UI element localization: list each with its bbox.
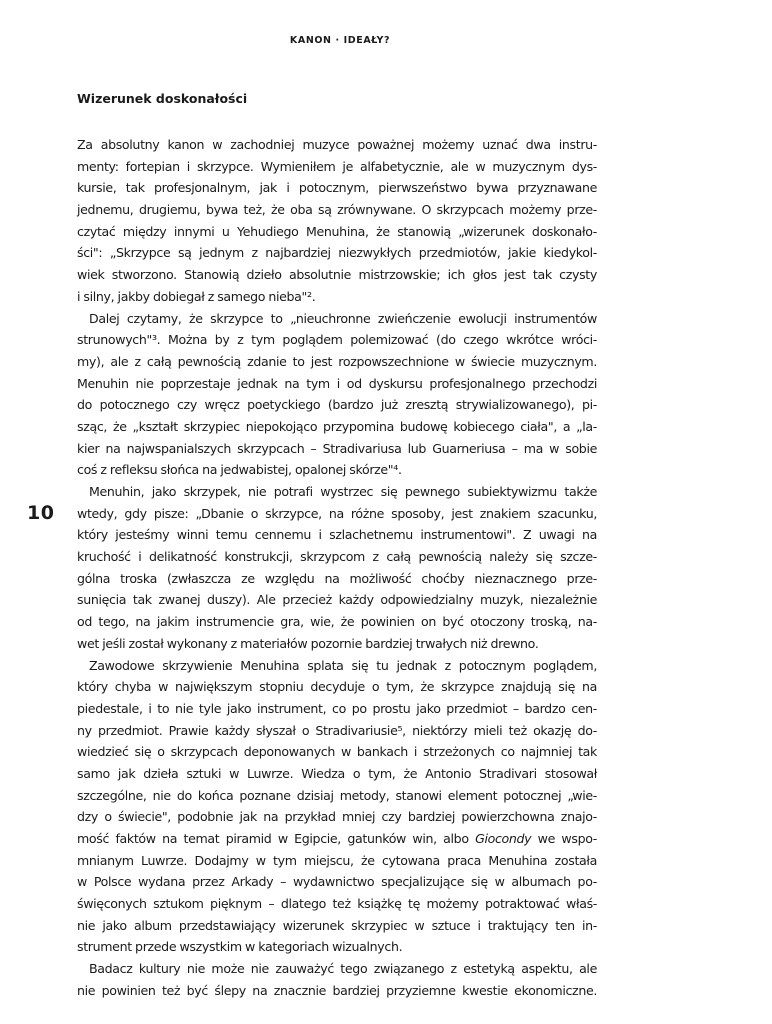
body-text: [77, 134, 597, 1002]
text-line: i silny, jakby dobiegał z samego nieba"².: [77, 288, 316, 304]
text-line: ny przedmiot. Prawie każdy słyszał o Stradivariusie⁵, niektórzy mieli też okazję do-: [77, 722, 597, 738]
text-line: w Polsce wydana przez Arkady – wydawnictwo specjalizujące się w albumach po-: [77, 874, 597, 890]
text-line: sunięcia tak zwanej duszy). Ale przecież każdy odpowiedzialny muzyk, niezależnie: [77, 592, 597, 608]
text-line: wtedy, gdy pisze: „Dbanie o skrzypce, na różne sposoby, jest znakiem szacunku,: [77, 505, 597, 521]
text-line: mnianym Luwrze. Dodajmy w tym miejscu, że cytowana praca Menuhina została: [77, 852, 597, 868]
text-line: wiedzieć się o skrzypcach deponowanych w bankach i strzeżonych co najmniej tak: [77, 744, 597, 760]
text-line: Za absolutny kanon w zachodniej muzyce poważnej możemy uznać dwa instru-: [77, 137, 597, 152]
text-line: wet jeśli został wykonany z materiałów pozornie bardziej trwałych niż drewno.: [77, 635, 539, 651]
text-line: Menuhin nie poprzestaje jednak na tym i od dyskursu profesjonalnego przechodzi: [77, 375, 597, 391]
text-line: sząc, że „kształt skrzypiec niepokojąco przypomina budowę kobiecego ciała", a „la-: [77, 418, 597, 434]
text-line: od tego, na jakim instrumencie gra, wie, że powinien on być otoczony troską, na-: [77, 614, 597, 630]
text-line: gólna troska (zwłaszcza ze względu na możliwość choćby nieznacznego prze-: [77, 570, 597, 586]
running-head: KANON · IDEAŁY?: [289, 35, 391, 46]
text-line: strument przede wszystkim w kategoriach wizualnych.: [77, 939, 403, 955]
text-line: Badacz kultury nie może nie zauważyć tego związanego z estetyką aspektu, ale: [89, 961, 597, 977]
section-title: Wizerunek doskonałości: [77, 91, 248, 106]
text-line: coś z refleksu słońca na jedwabistej, opalonej skórze"⁴.: [77, 462, 402, 478]
text-segment: we wspo-: [531, 831, 597, 846]
text-line: Menuhin, jako skrzypek, nie potrafi wystrzec się pewnego subiektywizmu także: [89, 484, 597, 499]
text-line: nie jako album przedstawiający wizerunek skrzypiec w sztuce i traktujący ten in-: [77, 917, 597, 933]
text-line: dzy o świecie", podobnie jak na przykład mniej czy bardziej powierzchowna znajo-: [77, 809, 597, 825]
text-segment: mość faktów na temat piramid w Egipcie, gatunków win, albo: [77, 831, 476, 846]
italic-title: Giocondy: [475, 831, 532, 846]
text-line: szczególne, nie do końca poznane dzisiaj metody, stanowi element potocznej „wie-: [77, 787, 597, 803]
text-line: Dalej czytamy, że skrzypce to „nieuchronne zwieńczenie ewolucji instrumentów: [89, 310, 597, 326]
text-line: święconych sztukom pięknym – dlatego też książkę tę możemy potraktować właś-: [77, 896, 597, 912]
text-line: samo jak dzieła sztuki w Luwrze. Wiedza o tym, że Antonio Stradivari stosował: [77, 765, 597, 781]
text-line: menty: fortepian i skrzypce. Wymieniłem je alfabetycznie, ale w muzycznym dys-: [77, 158, 597, 174]
text-line: [77, 828, 597, 850]
text-line: który chyba w największym stopniu decyduje o tym, że skrzypce znajdują się na: [77, 679, 597, 695]
text-line: który jesteśmy winni temu cennemu i szlachetnemu instrumentowi". Z uwagi na: [77, 527, 597, 543]
page-number: 10: [27, 502, 55, 524]
text-line: kursie, tak profesjonalnym, jak i potocznym, pierwszeństwo bywa przyznawane: [77, 180, 597, 196]
text-line: jednemu, drugiemu, bywa też, że oba są zrównywane. O skrzypcach możemy prze-: [77, 202, 597, 218]
text-line: do potocznego czy wręcz poetyckiego (bardzo już zresztą strywializowanego), pi-: [77, 397, 597, 413]
text-line: my), ale z całą pewnością zdanie to jest rozpowszechnione w świecie muzycznym.: [77, 353, 597, 369]
text-line: nie powinien też być ślepy na znacznie bardziej przyziemne kwestie ekonomiczne.: [77, 982, 597, 998]
text-line: strunowych"³. Można by z tym poglądem polemizować (do czego wkrótce wróci-: [77, 332, 597, 348]
text-line: czytać między innymi u Yehudiego Menuhina, że stanowią „wizerunek doskonało-: [77, 223, 597, 239]
text-line: kier na najwspanialszych skrzypcach – Stradivariusa lub Guarneriusa – ma w sobie: [77, 440, 597, 456]
text-line: kruchość i delikatność konstrukcji, skrzypcom z całą pewnością należy się szcze-: [77, 549, 597, 565]
text-line: ści": „Skrzypce są jednym z najbardziej niezwykłych przedmiotów, jakie kiedykol-: [77, 245, 597, 261]
text-line: Zawodowe skrzywienie Menuhina splata się tu jednak z potocznym poglądem,: [89, 657, 597, 673]
text-line: wiek stworzono. Stanowią dzieło absolutnie mistrzowskie; ich głos jest tak czysty: [77, 267, 597, 283]
text-line: piedestale, i to nie tyle jako instrument, co po prostu jako przedmiot – bardzo cen-: [77, 700, 597, 716]
